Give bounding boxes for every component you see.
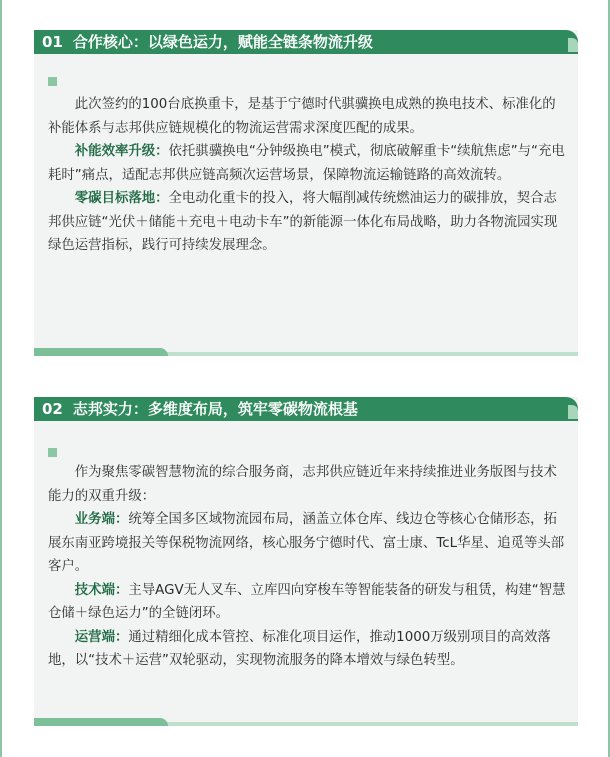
section-body-2 — [48, 461, 566, 673]
paragraph-key: 技术端： — [74, 582, 129, 598]
section-card-2 — [34, 397, 578, 726]
paragraph-key: 零碳目标落地： — [74, 191, 169, 206]
section-number: 02 — [42, 400, 63, 418]
header-tab-decoration — [568, 38, 578, 52]
paragraph — [48, 461, 566, 508]
paragraph-key: 业务端： — [74, 512, 129, 527]
square-bullet-icon — [48, 77, 57, 86]
paragraph-key: 补能效率升级： — [74, 144, 169, 159]
paragraph-text: 主导AGV无人叉车、立库四向穿梭车等智能装备的研发与租赁，构建“智慧仓储＋绿色运力”的全链闭环。 — [48, 582, 566, 621]
paragraph — [48, 93, 566, 140]
square-bullet-icon — [48, 448, 57, 457]
section-header-2 — [34, 397, 578, 421]
section-card-1 — [34, 30, 578, 356]
paragraph — [48, 140, 566, 187]
paragraph-text: 统筹全国多区域物流园布局，涵盖立体仓库、线边仓等核心仓储形态，拓展东南亚跨境报关等保税物流网络，核心服务宁德时代、富士康、TcL华星、追觅等头部客户。 — [48, 512, 565, 574]
section-title: 合作核心：以绿色运力，赋能全链条物流升级 — [72, 33, 373, 51]
paragraph-text: 依托骐骥换电“分钟级换电”模式，彻底破解重卡“续航焦虑”与“充电耗时”痛点，适配志邦供应链高频次运营场景，保障物流运输链路的高效流转。 — [48, 144, 565, 183]
paragraph-text: 全电动化重卡的投入，将大幅削减传统燃油运力的碳排放，契合志邦供应链“光伏＋储能＋充电＋电动卡车”的新能源一体化布局战略，助力各物流园实现绿色运营指标，践行可持续发展理念。 — [48, 191, 558, 253]
bottom-pill-decoration — [34, 718, 168, 726]
section-body-1 — [48, 93, 566, 258]
paragraph — [48, 508, 566, 579]
header-tab-decoration — [568, 405, 578, 419]
paragraph — [48, 579, 566, 626]
section-title: 志邦实力：多维度布局，筑牢零碳物流根基 — [72, 400, 358, 418]
paragraph-text: 通过精细化成本管控、标准化项目运作，推动1000万级别项目的高效落地，以“技术＋运营”双轮驱动，实现物流服务的降本增效与绿色转型。 — [48, 629, 551, 668]
section-header-1 — [34, 30, 578, 54]
paragraph-text: 作为聚焦零碳智慧物流的综合服务商，志邦供应链近年来持续推进业务版图与技术能力的双重升级： — [48, 465, 557, 504]
section-number: 01 — [42, 33, 63, 51]
paragraph-text: 此次签约的100台底换重卡，是基于宁德时代骐骥换电成熟的换电技术、标准化的补能体系与志邦供应链规模化的物流运营需求深度匹配的成果。 — [48, 97, 556, 136]
page-border-left — [0, 0, 2, 757]
paragraph — [48, 187, 566, 258]
paragraph — [48, 626, 566, 673]
paragraph-key: 运营端： — [74, 629, 129, 645]
bottom-pill-decoration — [34, 348, 168, 356]
